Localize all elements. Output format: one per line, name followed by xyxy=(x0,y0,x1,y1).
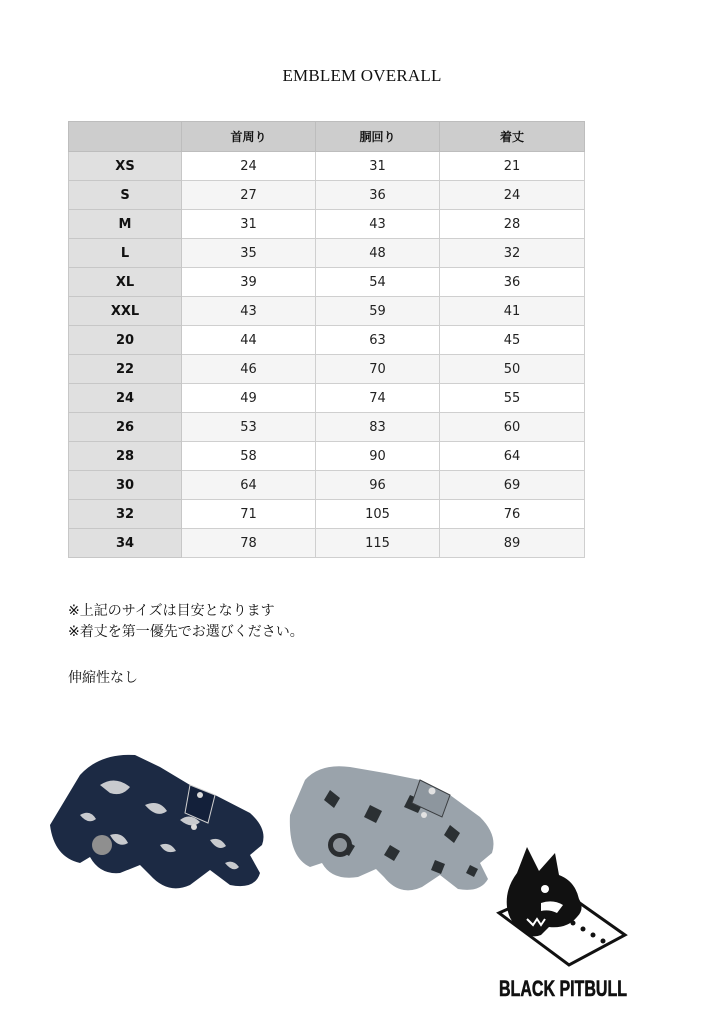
length-value: 55 xyxy=(440,384,585,413)
chest-value: 31 xyxy=(316,152,440,181)
chest-value: 83 xyxy=(316,413,440,442)
table-row xyxy=(69,268,585,297)
chest-value: 115 xyxy=(316,529,440,558)
length-value: 24 xyxy=(440,181,585,210)
chest-value: 36 xyxy=(316,181,440,210)
table-row xyxy=(69,239,585,268)
neck-value: 71 xyxy=(182,500,316,529)
table-row xyxy=(69,529,585,558)
table-row xyxy=(69,355,585,384)
length-value: 89 xyxy=(440,529,585,558)
length-value: 45 xyxy=(440,326,585,355)
neck-value: 24 xyxy=(182,152,316,181)
chest-value: 43 xyxy=(316,210,440,239)
length-value: 76 xyxy=(440,500,585,529)
table-row xyxy=(69,297,585,326)
length-value: 50 xyxy=(440,355,585,384)
table-row xyxy=(69,471,585,500)
note-line: ※上記のサイズは目安となります xyxy=(68,603,275,619)
note-line: ※着丈を第一優先でお選びください。 xyxy=(68,624,304,640)
table-row xyxy=(69,210,585,239)
size-label: 28 xyxy=(69,442,182,471)
neck-value: 43 xyxy=(182,297,316,326)
size-label: 26 xyxy=(69,413,182,442)
length-value: 32 xyxy=(440,239,585,268)
length-value: 41 xyxy=(440,297,585,326)
size-label: 30 xyxy=(69,471,182,500)
chest-value: 63 xyxy=(316,326,440,355)
black-pitbull-logo-icon xyxy=(497,843,629,965)
size-label: XXL xyxy=(69,297,182,326)
table-row xyxy=(69,181,585,210)
size-label: 24 xyxy=(69,384,182,413)
neck-value: 64 xyxy=(182,471,316,500)
chest-value: 96 xyxy=(316,471,440,500)
navy-overall-image xyxy=(50,755,264,889)
neck-value: 39 xyxy=(182,268,316,297)
neck-value: 31 xyxy=(182,210,316,239)
chest-value: 59 xyxy=(316,297,440,326)
page-title: EMBLEM OVERALL xyxy=(282,66,442,85)
neck-value: 53 xyxy=(182,413,316,442)
chest-value: 90 xyxy=(316,442,440,471)
table-row xyxy=(69,384,585,413)
length-value: 60 xyxy=(440,413,585,442)
size-label: L xyxy=(69,239,182,268)
table-header-row xyxy=(69,122,585,152)
neck-value: 35 xyxy=(182,239,316,268)
length-value: 36 xyxy=(440,268,585,297)
header-chest: 胴回り xyxy=(316,122,440,152)
size-label: XL xyxy=(69,268,182,297)
header-corner xyxy=(69,122,182,152)
table-row xyxy=(69,413,585,442)
neck-value: 46 xyxy=(182,355,316,384)
size-notes xyxy=(68,601,304,643)
neck-value: 27 xyxy=(182,181,316,210)
stretch-info: 伸縮性なし xyxy=(68,670,138,686)
size-label: 34 xyxy=(69,529,182,558)
brand-wordmark xyxy=(497,966,629,1006)
length-value: 64 xyxy=(440,442,585,471)
chest-value: 54 xyxy=(316,268,440,297)
size-label: 22 xyxy=(69,355,182,384)
table-row xyxy=(69,152,585,181)
chest-value: 48 xyxy=(316,239,440,268)
size-label: M xyxy=(69,210,182,239)
neck-value: 44 xyxy=(182,326,316,355)
chest-value: 74 xyxy=(316,384,440,413)
header-neck: 首周り xyxy=(182,122,316,152)
chest-value: 70 xyxy=(316,355,440,384)
neck-value: 78 xyxy=(182,529,316,558)
brand-name: BLACK PITBULL xyxy=(499,976,627,1001)
size-label: XS xyxy=(69,152,182,181)
grey-overall-image xyxy=(290,766,494,890)
table-row xyxy=(69,326,585,355)
chest-value: 105 xyxy=(316,500,440,529)
table-row xyxy=(69,500,585,529)
header-length: 着丈 xyxy=(440,122,585,152)
size-chart-table xyxy=(68,121,585,558)
length-value: 21 xyxy=(440,152,585,181)
product-photo xyxy=(40,745,510,905)
table-row xyxy=(69,442,585,471)
size-label: S xyxy=(69,181,182,210)
length-value: 69 xyxy=(440,471,585,500)
neck-value: 49 xyxy=(182,384,316,413)
size-label: 32 xyxy=(69,500,182,529)
neck-value: 58 xyxy=(182,442,316,471)
length-value: 28 xyxy=(440,210,585,239)
size-label: 20 xyxy=(69,326,182,355)
